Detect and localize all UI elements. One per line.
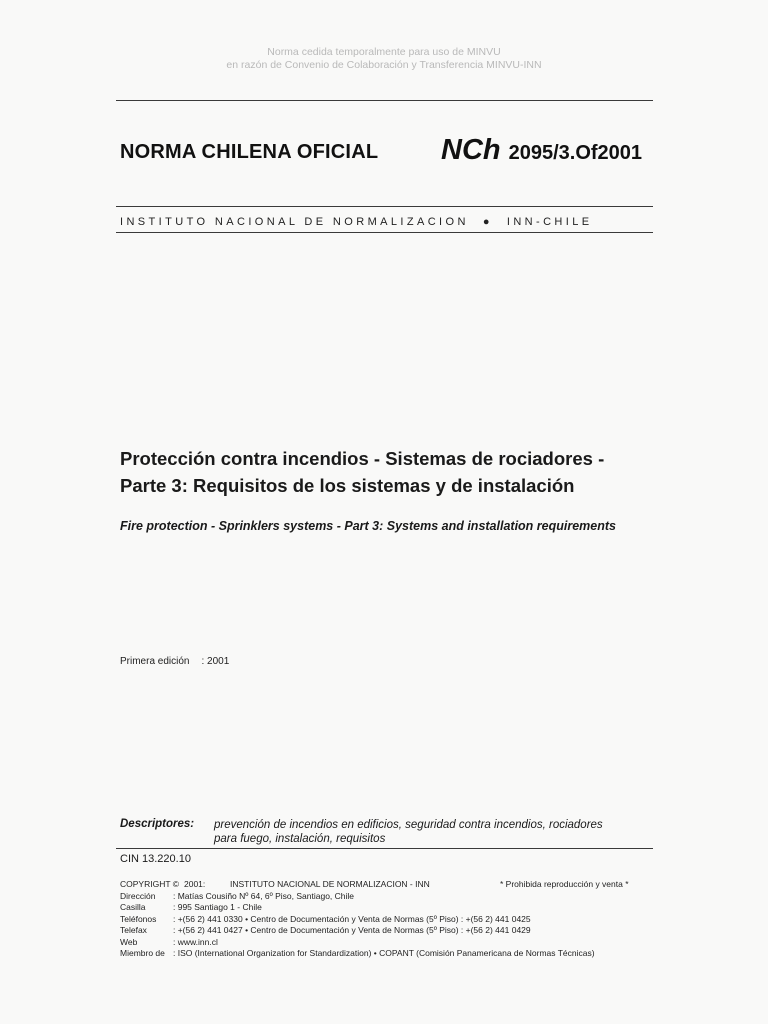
institute-short-name: INN-CHILE — [506, 216, 593, 228]
copyright-year: 2001: — [184, 879, 206, 889]
copyright-org: INSTITUTO NACIONAL DE NORMALIZACION - INN — [230, 879, 430, 889]
descriptors-line-1: prevención de incendios en edificios, seguridad contra incendios, rociadores — [214, 819, 603, 831]
document-title-line-1: Protección contra incendios - Sistemas de rociadores - — [120, 448, 605, 469]
norm-heading: NORMA CHILENA OFICIAL — [120, 141, 379, 163]
bullet-separator: ● — [482, 216, 493, 228]
cin-code: CIN 13.220.10 — [120, 853, 191, 865]
footer-value: : 995 Santiago 1 - Chile — [173, 902, 262, 912]
english-title: Fire protection - Sprinklers systems - Part 3: Systems and installation requirements — [120, 519, 616, 533]
watermark-line-1: Norma cedida temporalmente para uso de MINVU — [267, 46, 501, 58]
institute-banner — [120, 216, 592, 228]
norm-code-number: 2095/3.Of2001 — [508, 142, 643, 164]
institute-name: INSTITUTO NACIONAL DE NORMALIZACION — [120, 216, 469, 228]
footer-value: : +(56 2) 441 0427 • Centro de Documentación y Venta de Normas (5º Piso) : +(56 2) 441 0429 — [173, 925, 531, 935]
institute-top-divider — [116, 206, 653, 207]
institute-bottom-divider — [116, 232, 653, 233]
copyright-note: * Prohibida reproducción y venta * — [500, 879, 629, 889]
norm-code — [441, 134, 642, 167]
copyright-label: COPYRIGHT © — [120, 879, 180, 889]
website-link[interactable]: : www.inn.cl — [173, 936, 218, 947]
descriptors-label: Descriptores: — [120, 818, 195, 830]
norm-code-prefix: NCh — [441, 134, 501, 166]
footer-label: Dirección — [120, 890, 156, 901]
document-title — [120, 445, 665, 499]
footer-label: Casilla — [120, 902, 146, 912]
top-divider — [116, 100, 653, 101]
footer-value: : +(56 2) 441 0330 • Centro de Documentación y Venta de Normas (5º Piso) : +(56 2) 441 0425 — [173, 913, 531, 924]
edition-label: Primera edición — [120, 656, 190, 667]
descriptors-line-2: para fuego, instalación, requisitos — [214, 833, 386, 845]
watermark — [0, 46, 768, 72]
document-title-line-2: Parte 3: Requisitos de los sistemas y de instalación — [120, 475, 575, 496]
descriptors-text — [214, 818, 654, 846]
footer-label: Miembro de — [120, 948, 165, 958]
watermark-line-2: en razón de Convenio de Colaboración y Transferencia MINVU-INN — [226, 59, 542, 71]
edition-info — [120, 656, 229, 667]
footer-label: Telefax — [120, 925, 147, 935]
footer-label: Teléfonos — [120, 913, 157, 924]
footer-value: : Matías Cousiño Nº 64, 6º Piso, Santiago, Chile — [173, 890, 355, 901]
footer-value: : ISO (International Organization for Standardization) • COPANT (Comisión Panamericana de Normas Técnicas) — [173, 948, 595, 958]
descriptors-divider — [116, 848, 653, 849]
footer-label: Web — [120, 936, 138, 947]
edition-value: : 2001 — [201, 656, 230, 667]
